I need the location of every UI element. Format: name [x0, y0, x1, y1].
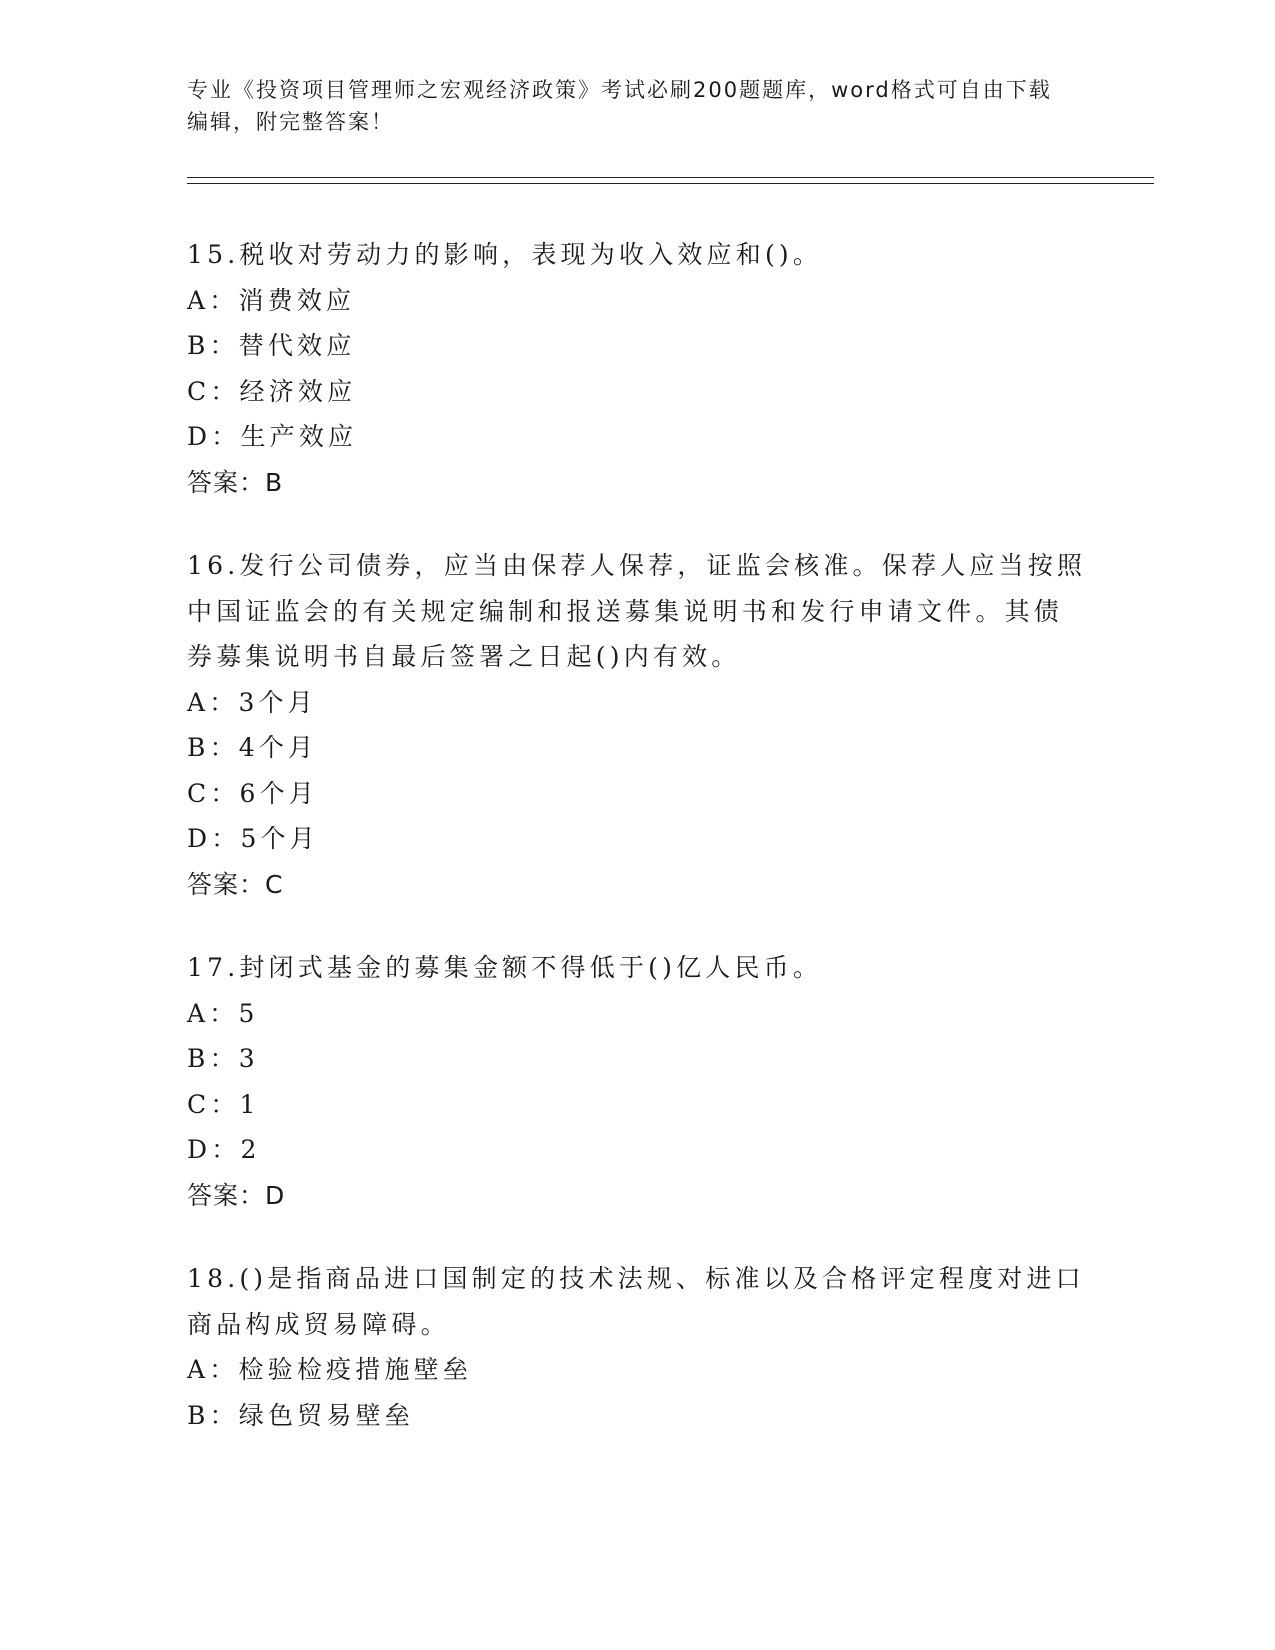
- answer-line: 答案：D: [187, 1180, 286, 1210]
- option-b: B：替代效应: [187, 331, 356, 360]
- question-18: [187, 1256, 1087, 1438]
- document-header: 专业《投资项目管理师之宏观经济政策》考试必刷200题题库，word格式可自由下载编辑，附完整答案！: [187, 78, 1052, 134]
- option-c: C：1: [187, 1089, 260, 1119]
- header-divider-bottom: [187, 183, 1154, 184]
- option-d: D：生产效应: [187, 422, 358, 451]
- question-stem: 15.税收对劳动力的影响，表现为收入效应和()。: [187, 240, 823, 269]
- question-15: [187, 232, 1087, 505]
- option-d: D：5个月: [187, 824, 319, 853]
- question-17: [187, 945, 1087, 1218]
- option-d: D：2: [187, 1135, 261, 1164]
- option-a: A：检验检疫措施壁垒: [187, 1355, 473, 1384]
- answer-line: 答案：B: [187, 467, 284, 497]
- option-c: C：经济效应: [187, 376, 357, 406]
- option-b: B：绿色贸易壁垒: [187, 1400, 414, 1430]
- header-divider-top: [187, 177, 1154, 178]
- question-stem: 16.发行公司债券，应当由保荐人保荐，证监会核准。保荐人应当按照中国证监会的有关规定编制和报送募集说明书和发行申请文件。其债券募集说明书自最后签署之日起()内有效。: [187, 551, 1087, 671]
- option-a: A：消费效应: [187, 285, 356, 315]
- option-c: C：6个月: [187, 778, 319, 808]
- question-stem: 17.封闭式基金的募集金额不得低于()亿人民币。: [187, 953, 823, 982]
- option-a: A：5: [187, 998, 259, 1028]
- option-a: A：3个月: [187, 687, 317, 717]
- option-b: B：3: [187, 1044, 259, 1073]
- option-b: B：4个月: [187, 733, 318, 762]
- answer-line: 答案：C: [187, 869, 284, 899]
- question-16: [187, 543, 1087, 907]
- question-stem: 18.()是指商品进口国制定的技术法规、标准以及合格评定程度对进口商品构成贸易障碍。: [187, 1264, 1085, 1339]
- question-list: [187, 232, 1087, 1476]
